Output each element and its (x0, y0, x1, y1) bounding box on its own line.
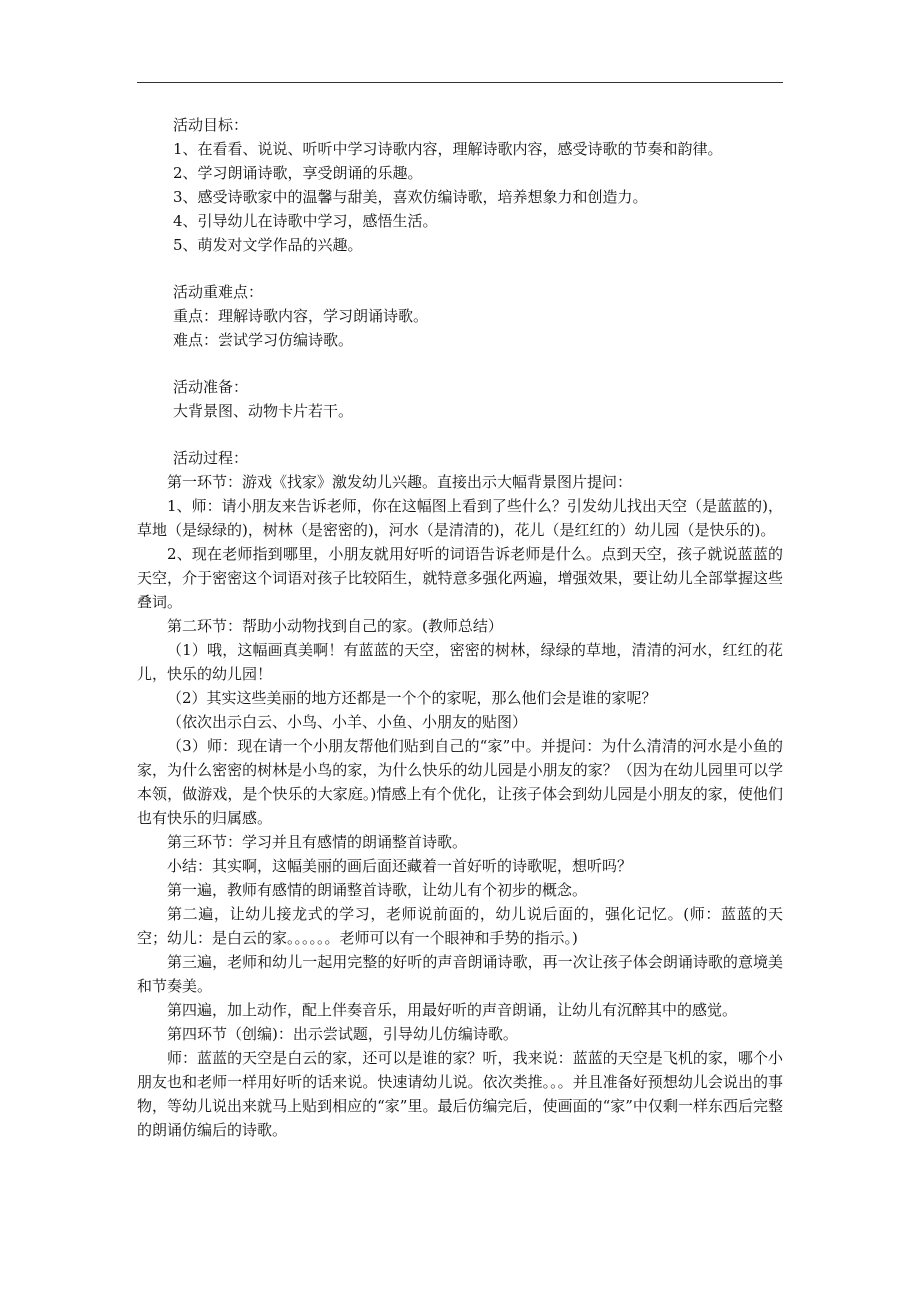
goal-item-1: 1、在看看、说说、听听中学习诗歌内容，理解诗歌内容，感受诗歌的节奏和韵律。 (173, 140, 723, 158)
process-paragraph: 师：蓝蓝的天空是白云的家，还可以是谁的家？听，我来说：蓝蓝的天空是飞机的家，哪个小朋友也和老师一样用好听的话来说。快速请幼儿说。依次类推。。。并且准备好预想幼儿会说出的事物，等幼儿说出来就马上贴到相应的“家”里。最后仿编完后，使画面的“家”中仅剩一样东西后完整的朗诵仿编后的诗歌。 (137, 1049, 783, 1139)
goal-item-5: 5、萌发对文学作品的兴趣。 (173, 236, 363, 254)
goals-heading: 活动目标： (173, 116, 249, 134)
process-paragraph: 第三遍，老师和幼儿一起用完整的好听的声音朗诵诗歌，再一次让孩子体会朗诵诗歌的意境美和节奏美。 (137, 953, 783, 995)
key-point: 重点：理解诗歌内容，学习朗诵诗歌。 (173, 307, 429, 325)
process-paragraph: （依次出示白云、小鸟、小羊、小鱼、小朋友的贴图） (167, 713, 528, 731)
preparation-heading: 活动准备： (173, 378, 249, 396)
process-paragraph: 2、现在老师指到哪里，小朋友就用好听的词语告诉老师是什么。点到天空，孩子就说蓝蓝的天空，介于密密这个词语对孩子比较陌生，就特意多强化两遍，增强效果，要让幼儿全部掌握这些叠词。 (137, 545, 783, 611)
key-points-heading: 活动重难点： (173, 283, 264, 301)
goal-item-4: 4、引导幼儿在诗歌中学习，感悟生活。 (173, 212, 438, 230)
process-paragraph: 第一环节：游戏《找家》激发幼儿兴趣。直接出示大幅背景图片提问： (167, 473, 633, 491)
spacer (173, 352, 785, 375)
goal-item-3: 3、感受诗歌家中的温馨与甜美，喜欢仿编诗歌，培养想象力和创造力。 (173, 188, 648, 206)
preparation-text: 大背景图、动物卡片若干。 (173, 402, 354, 420)
process-paragraph: （3）师：现在请一个小朋友帮他们贴到自己的“家”中。并提问：为什么清清的河水是小鱼的家，为什么密密的树林是小鸟的家，为什么快乐的幼儿园是小朋友的家？（因为在幼儿园里可以学本领，做游戏，是个快乐的大家庭。)情感上有个优化，让孩子体会到幼儿园是小朋友的家，使他们也有快乐的归属感。 (137, 737, 783, 827)
process-paragraph: 第四环节（创编)：出示尝试题，引导幼儿仿编诗歌。 (167, 1025, 518, 1043)
process-paragraph: （2）其实这些美丽的地方还都是一个个的家呢，那么他们会是谁的家呢？ (167, 689, 657, 707)
difficult-point: 难点：尝试学习仿编诗歌。 (173, 331, 354, 349)
process-paragraph: 第二环节：帮助小动物找到自己的家。(教师总结） (167, 617, 503, 635)
spacer (173, 257, 785, 280)
header-rule (137, 82, 783, 83)
process-heading: 活动过程： (173, 449, 249, 467)
process-paragraph: 小结：其实啊，这幅美丽的画后面还藏着一首好听的诗歌呢，想听吗？ (167, 857, 633, 875)
process-paragraph: 第四遍，加上动作，配上伴奏音乐，用最好听的声音朗诵，让幼儿有沉醉其中的感觉。 (167, 1001, 738, 1019)
spacer (173, 423, 785, 446)
process-paragraph: 第一遍，教师有感情的朗诵整首诗歌，让幼儿有个初步的概念。 (167, 881, 588, 899)
document-body (137, 113, 785, 1142)
process-paragraph: 第二遍，让幼儿接龙式的学习，老师说前面的，幼儿说后面的，强化记忆。(师：蓝蓝的天空；幼儿：是白云的家。。。。。。老师可以有一个眼神和手势的指示。) (137, 905, 783, 947)
process-paragraph: （1）哦，这幅画真美啊！有蓝蓝的天空，密密的树林，绿绿的草地，清清的河水，红红的花儿，快乐的幼儿园！ (137, 641, 783, 683)
process-paragraph: 1、师：请小朋友来告诉老师，你在这幅图上看到了些什么？引发幼儿找出天空（是蓝蓝的)，草地（是绿绿的)，树林（是密密的)，河水（是清清的)，花儿（是红红的）幼儿园（是快乐的)。 (137, 497, 783, 539)
process-paragraph: 第三环节：学习并且有感情的朗诵整首诗歌。 (167, 833, 468, 851)
goal-item-2: 2、学习朗诵诗歌，享受朗诵的乐趣。 (173, 164, 423, 182)
